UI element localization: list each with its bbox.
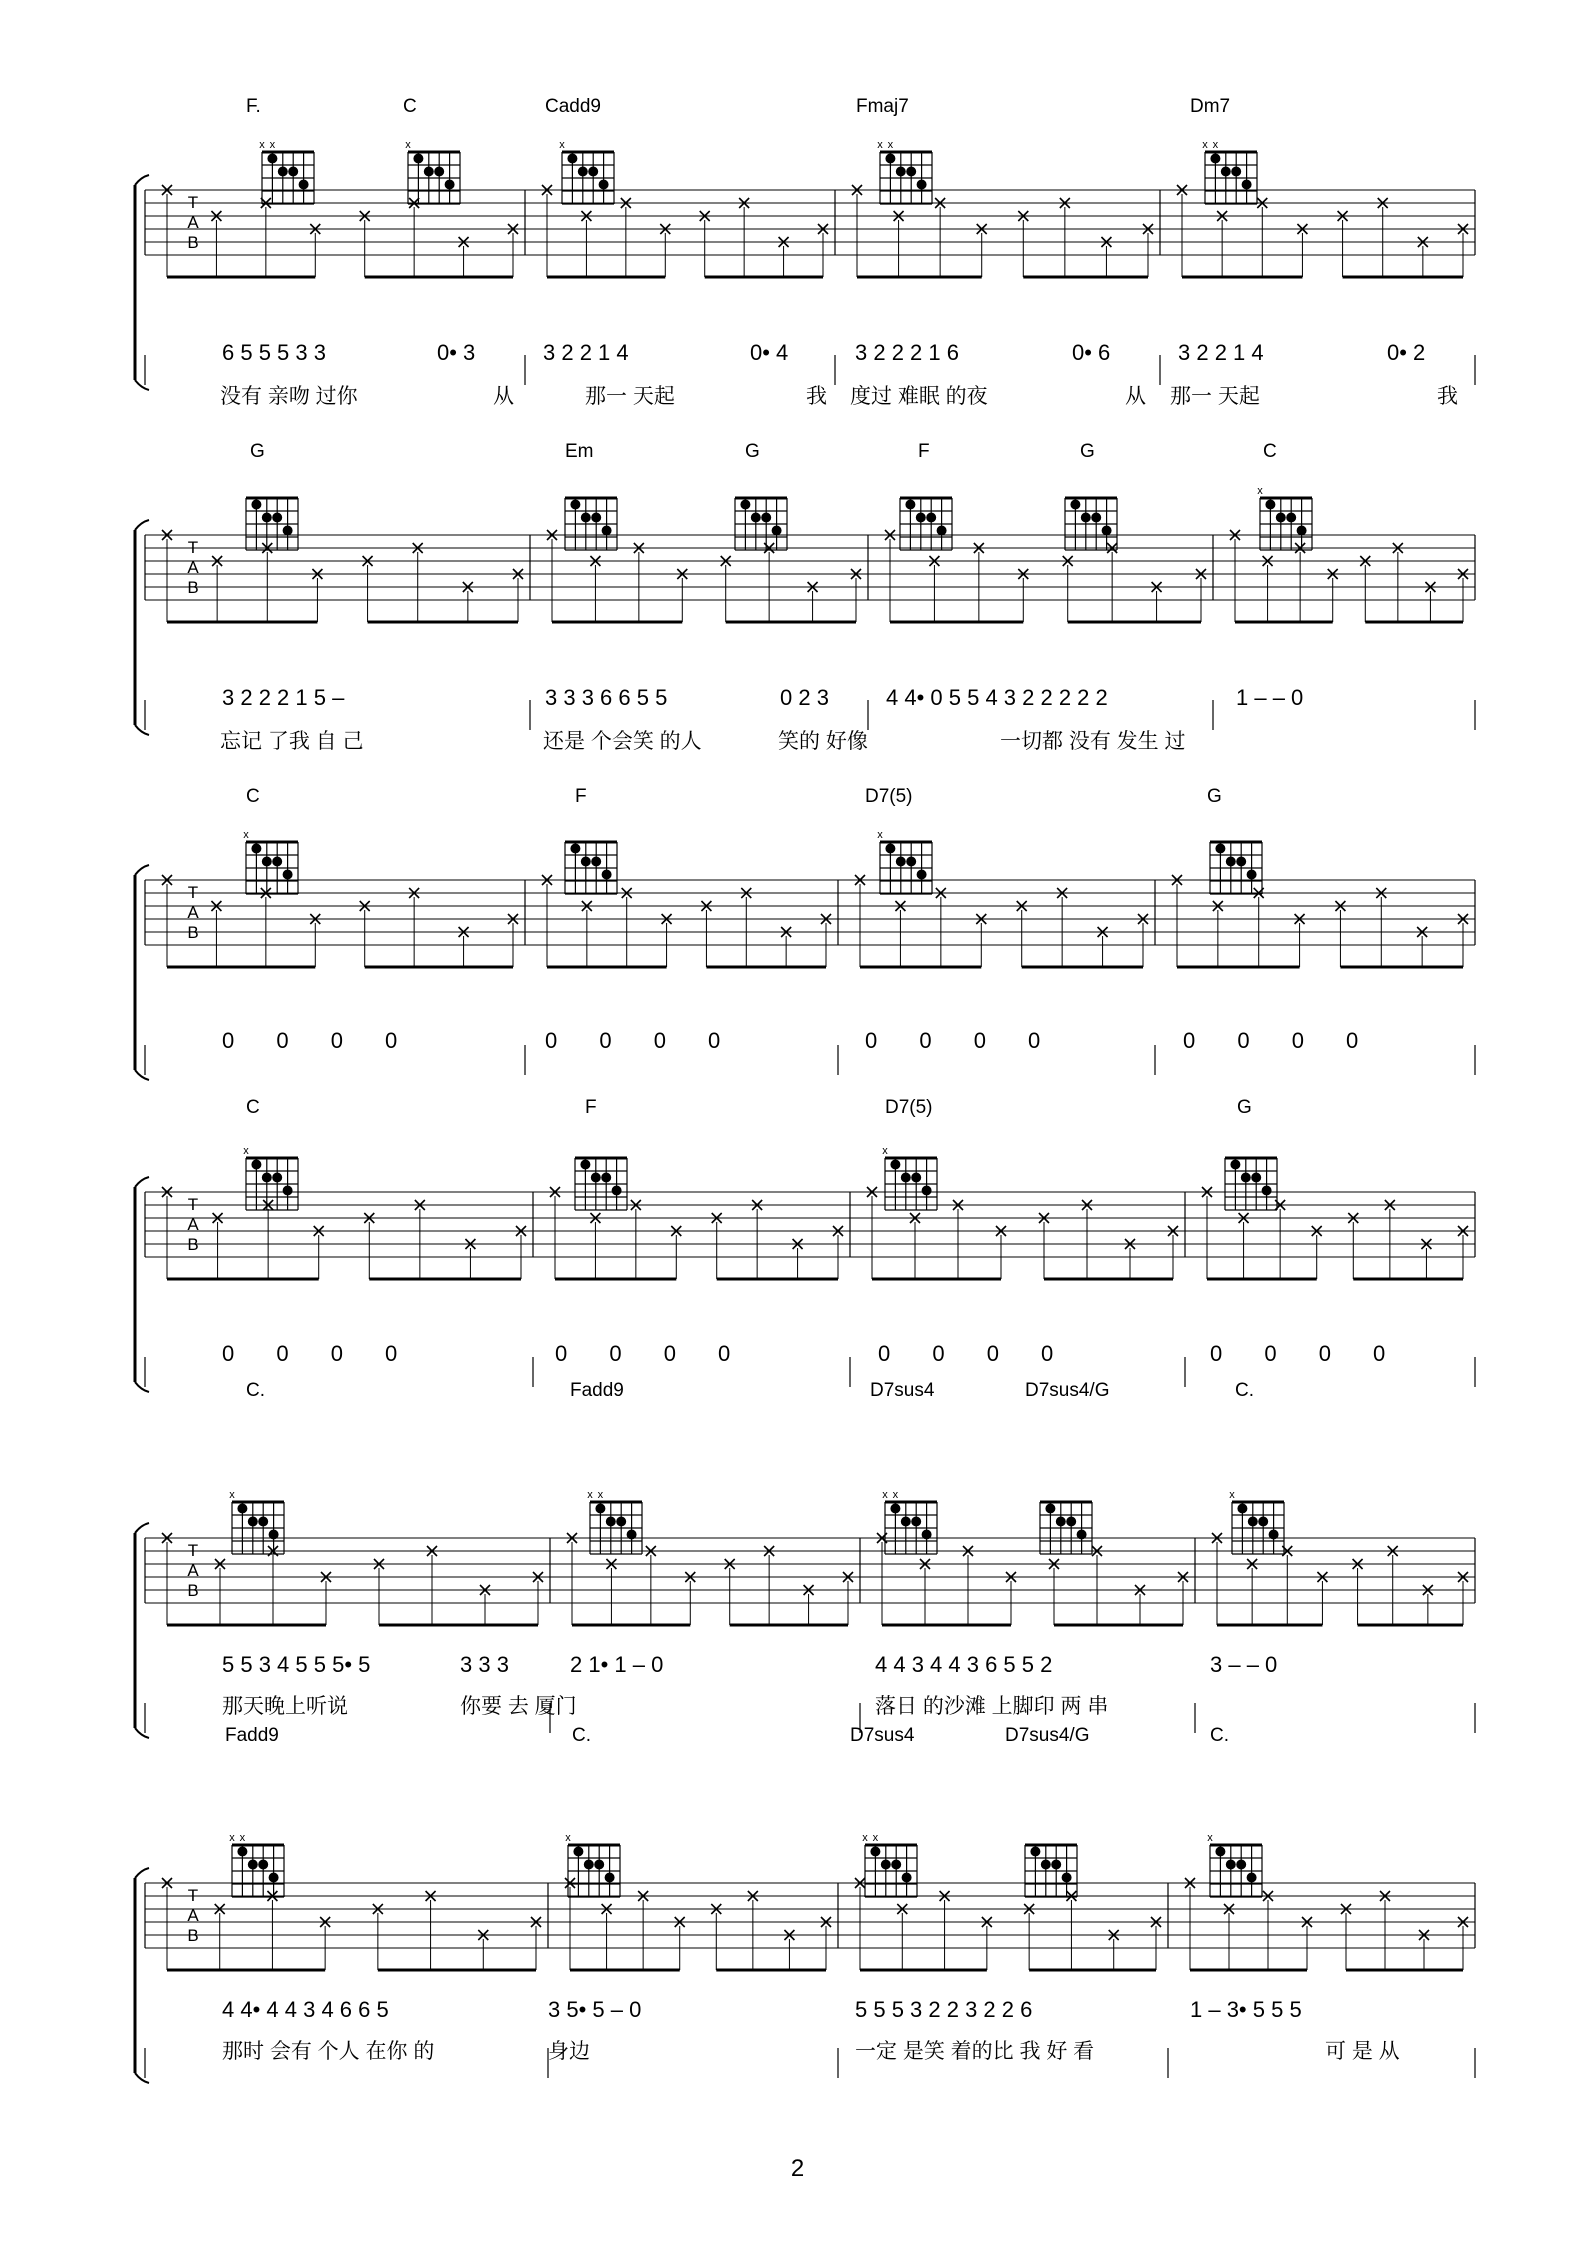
jianpu-notes: 0• 3 [437, 340, 476, 365]
chord-mute-marker: x [229, 1832, 235, 1844]
lyric: 从 [493, 385, 514, 408]
jianpu-notes: 3 2 2 1 4 [1178, 340, 1264, 365]
chord-name: C. [246, 1380, 265, 1401]
jianpu-notes: 1 – 3• 5 5 5 [1190, 1997, 1302, 2022]
chord-name: C [403, 96, 417, 117]
jianpu-notes: 0 0 0 0 [1210, 1341, 1386, 1366]
tab-clef-letter: A [187, 1906, 199, 1925]
lyric: 那一 天起 [585, 385, 675, 408]
jianpu-notes: 3 5• 5 – 0 [548, 1997, 642, 2022]
chord-name: C. [572, 1725, 591, 1746]
chord-mute-marker: x [1212, 139, 1219, 151]
jianpu-notes: 5 5 3 4 5 5 5• 5 [222, 1652, 371, 1677]
jianpu-notes: 3 2 2 1 4 [543, 340, 629, 365]
jianpu-notes: 0• 4 [750, 340, 789, 365]
lyric: 度过 难眠 的夜 [850, 385, 988, 408]
chord-name: Fmaj7 [856, 96, 909, 117]
tab-clef-letter: A [187, 903, 199, 922]
chord-mute-marker: x [1229, 1489, 1235, 1501]
tab-clef-letter: A [187, 558, 199, 577]
lyric: 从 [1125, 385, 1146, 408]
chord-mute-marker: x [259, 139, 265, 151]
chord-name: F [585, 1097, 597, 1118]
chord-name: C [246, 1097, 260, 1118]
chord-name: Fadd9 [225, 1725, 279, 1746]
chord-mute-marker: x [882, 1489, 888, 1501]
jianpu-notes: 3 3 3 [460, 1652, 509, 1677]
chord-mute-marker: x [882, 1145, 888, 1157]
jianpu-notes: 3 3 3 6 6 5 5 [545, 685, 668, 710]
chord-mute-marker: x [243, 829, 249, 841]
jianpu-notes: 5 5 5 3 2 2 3 2 2 6 [855, 1997, 1033, 2022]
lyric: 一定 是笑 着的比 我 好 看 [855, 2040, 1095, 2063]
jianpu-notes: 0 0 0 0 [555, 1341, 731, 1366]
tab-clef-letter: B [187, 1235, 199, 1254]
tab-clef-letter: T [187, 1886, 199, 1905]
chord-name: C. [1210, 1725, 1229, 1746]
system-3 [0, 690, 1595, 1053]
system-brace-cap [135, 2073, 149, 2083]
chord-name: G [745, 441, 760, 462]
chord-name: C [246, 786, 260, 807]
jianpu-notes: 3 – – 0 [1210, 1652, 1278, 1677]
chord-mute-marker: x [862, 1832, 868, 1844]
tab-clef-letter: T [187, 1195, 199, 1214]
chord-name: Cadd9 [545, 96, 601, 117]
lyric: 我 [806, 385, 827, 408]
lyric: 我 [1437, 385, 1458, 408]
chord-mute-marker: x [892, 1489, 899, 1501]
chord-name: Dm7 [1190, 96, 1231, 117]
chord-name: F. [246, 96, 261, 117]
lyric: 那天晚上听说 [222, 1695, 348, 1718]
chord-mute-marker: x [559, 139, 565, 151]
chord-mute-marker: x [877, 139, 883, 151]
lyric: 身边 [548, 2040, 590, 2063]
lyric: 忘记 了我 自 己 [220, 730, 364, 753]
tab-clef-letter: B [187, 1926, 199, 1945]
jianpu-notes: 4 4• 0 5 5 4 3 2 2 2 2 2 [886, 685, 1108, 710]
lyric: 还是 个会笑 的人 [543, 730, 702, 753]
jianpu-notes: 0 2 3 [780, 685, 829, 710]
chord-name: G [1237, 1097, 1252, 1118]
jianpu-notes: 0 0 0 0 [878, 1341, 1054, 1366]
chord-name: D7sus4/G [1025, 1380, 1110, 1401]
chord-mute-marker: x [243, 1145, 249, 1157]
chord-mute-marker: x [565, 1832, 571, 1844]
chord-name: D7sus4 [850, 1725, 915, 1746]
chord-mute-marker: x [1202, 139, 1208, 151]
chord-mute-marker: x [239, 1832, 246, 1844]
tab-clef-letter: A [187, 213, 199, 232]
tab-clef-letter: T [187, 193, 199, 212]
lyric: 那一 天起 [1170, 385, 1260, 408]
jianpu-notes: 0 0 0 0 [865, 1028, 1041, 1053]
chord-mute-marker: x [587, 1489, 593, 1501]
jianpu-notes: 6 5 5 5 3 3 [222, 340, 326, 365]
jianpu-notes: 0 0 0 0 [222, 1028, 398, 1053]
chord-mute-marker: x [872, 1832, 879, 1844]
jianpu-notes: 4 4• 4 4 3 4 6 6 5 [222, 1997, 389, 2022]
lyric: 落日 的沙滩 上脚印 两 串 [875, 1695, 1109, 1718]
jianpu-notes: 0• 6 [1072, 340, 1111, 365]
tab-clef-letter: T [187, 883, 199, 902]
tab-clef-letter: T [187, 538, 199, 557]
page-number: 2 [790, 2155, 805, 2182]
chord-name: C [1263, 441, 1277, 462]
lyric: 笑的 好像 [778, 730, 868, 753]
tab-clef-letter: B [187, 1581, 199, 1600]
chord-name: C. [1235, 1380, 1254, 1401]
lyric: 那时 会有 个人 在你 的 [222, 2040, 435, 2063]
jianpu-notes: 0 0 0 0 [222, 1341, 398, 1366]
jianpu-notes: 2 1• 1 – 0 [570, 1652, 664, 1677]
chord-mute-marker: x [405, 139, 411, 151]
tab-clef-letter: B [187, 923, 199, 942]
chord-mute-marker: x [887, 139, 894, 151]
tab-clef-letter: T [187, 1541, 199, 1560]
lyric: 没有 亲吻 过你 [220, 385, 358, 408]
chord-mute-marker: x [229, 1489, 235, 1501]
tab-clef-letter: B [187, 578, 199, 597]
lyric: 可 是 从 [1325, 2040, 1400, 2063]
jianpu-notes: 0 0 0 0 [545, 1028, 721, 1053]
chord-mute-marker: x [1257, 485, 1263, 497]
system-6 [0, 1725, 1595, 2065]
chord-name: D7(5) [865, 786, 913, 807]
tab-clef-letter: B [187, 233, 199, 252]
system-5 [0, 1380, 1595, 1720]
chord-name: G [1080, 441, 1095, 462]
jianpu-notes: 1 – – 0 [1236, 685, 1304, 710]
system-2 [0, 345, 1595, 753]
lyric: 一切都 没有 发生 过 [1000, 730, 1186, 753]
chord-mute-marker: x [269, 139, 276, 151]
chord-mute-marker: x [1207, 1832, 1213, 1844]
chord-mute-marker: x [877, 829, 883, 841]
jianpu-notes: 3 2 2 2 1 5 – [222, 685, 345, 710]
chord-name: F [918, 441, 930, 462]
chord-name: Fadd9 [570, 1380, 624, 1401]
chord-name: F [575, 786, 587, 807]
system-1 [0, 0, 1595, 408]
jianpu-notes: 0• 2 [1387, 340, 1426, 365]
chord-name: D7sus4/G [1005, 1725, 1090, 1746]
tab-clef-letter: A [187, 1215, 199, 1234]
chord-name: G [250, 441, 265, 462]
jianpu-notes: 0 0 0 0 [1183, 1028, 1359, 1053]
chord-name: D7sus4 [870, 1380, 935, 1401]
system-4 [0, 1035, 1595, 1375]
chord-name: G [1207, 786, 1222, 807]
tab-clef-letter: A [187, 1561, 199, 1580]
jianpu-notes: 3 2 2 2 1 6 [855, 340, 959, 365]
jianpu-notes: 4 4 3 4 4 3 6 5 5 2 [875, 1652, 1053, 1677]
chord-mute-marker: x [597, 1489, 604, 1501]
chord-name: Em [565, 441, 594, 462]
chord-name: D7(5) [885, 1097, 933, 1118]
lyric: 你要 去 厦门 [460, 1695, 577, 1718]
